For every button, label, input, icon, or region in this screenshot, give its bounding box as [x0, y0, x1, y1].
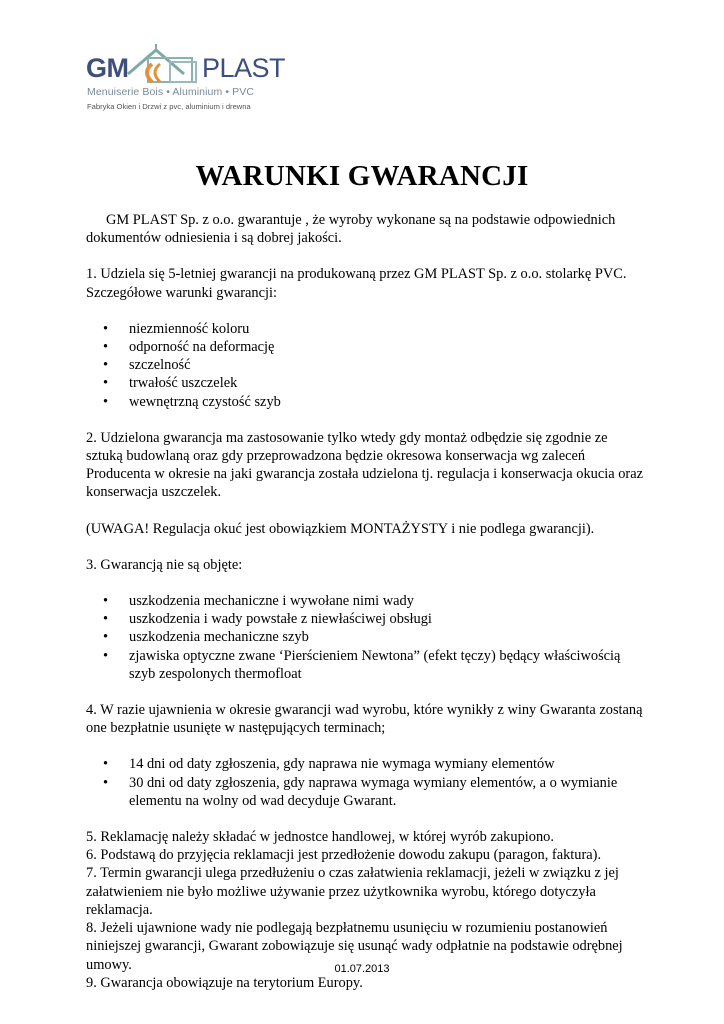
list-item: • trwałość uszczelek [86, 374, 646, 392]
point-8: 8. Jeżeli ujawnione wady nie podlegają bezpłatnemu usunięciu w rozumieniu postanowień niniejszej gwarancji, Gwarant zobowiązuje się usunąć wady odpłatnie na podstawie odrębnej umowy. [86, 920, 623, 973]
point-9: 9. Gwarancja obowiązuje na terytorium Europy. [86, 974, 363, 991]
section-3-text: 3. Gwarancją nie są objęte: [86, 556, 243, 573]
point-7: 7. Termin gwarancji ulega przedłużeniu o czas załatwienia reklamacji, jeżeli w związku z jej załatwieniem nie było możliwe używanie przez użytkownika wyrobu, którego dotyczyła reklamacja. [86, 865, 619, 918]
point-6: 6. Podstawą do przyjęcia reklamacji jest przedłożenie dowodu zakupu (paragon, faktura). [86, 847, 602, 864]
page-title: WARUNKI GWARANCJI [195, 160, 529, 192]
list-item: • 14 dni od daty zgłoszenia, gdy naprawa nie wymaga wymiany elementów [86, 755, 646, 773]
logo-plast-text: PLAST [202, 53, 286, 83]
list-item: • szczelność [86, 356, 646, 374]
logo-tagline: Menuiserie Bois • Aluminium • PVC [87, 86, 255, 98]
point-5: 5. Reklamację należy składać w jednostce handlowej, w której wyrób zakupiono. [86, 829, 554, 846]
list-item: • zjawiska optyczne zwane ‘Pierścieniem Newtona” (efekt tęczy) będący właściwością szyb zespolonych thermofloat [86, 647, 646, 683]
section-1-text: 1. Udziela się 5-letniej gwarancji na produkowaną przez GM PLAST Sp. z o.o. stolarkę PVC. Szczegółowe warunki gwarancji: [86, 266, 627, 301]
logo-gm-text: GM [86, 53, 129, 83]
list-item: • uszkodzenia mechaniczne i wywołane nimi wady [86, 592, 646, 610]
section-4-list [86, 755, 646, 810]
list-item: • niezmienność koloru [86, 320, 646, 338]
logo-subtagline: Fabryka Okien i Drzwi z pvc, aluminium i drewna [87, 102, 251, 111]
list-item: • 30 dni od daty zgłoszenia, gdy naprawa wymaga wymiany elementów, a o wymianie elementu na wolny od wad decyduje Gwarant. [86, 774, 646, 810]
document-body [86, 211, 646, 992]
list-item: • odporność na deformację [86, 338, 646, 356]
section-2-text: 2. Udzielona gwarancja ma zastosowanie tylko wtedy gdy montaż odbędzie się zgodnie ze sztuką budowlaną oraz gdy przeprowadzona będzie okresowa konserwacja wg zaleceń Producenta w okresie na jaki gwarancja została udzielona tj. regulacja i konserwacja okucia oraz konserwacja uszczelek. [86, 429, 643, 501]
list-item: • wewnętrzną czystość szyb [86, 393, 646, 411]
company-logo [86, 42, 286, 118]
footer-date: 01.07.2013 [334, 963, 390, 975]
section-3-list [86, 592, 646, 683]
intro-paragraph: GM PLAST Sp. z o.o. gwarantuje , że wyroby wykonane są na podstawie odpowiednich dokumentów odniesienia i są dobrej jakości. [86, 212, 616, 247]
list-item: • uszkodzenia mechaniczne szyb [86, 628, 646, 646]
warning-text: (UWAGA! Regulacja okuć jest obowiązkiem MONTAŻYSTY i nie podlega gwarancji). [86, 520, 595, 537]
section-1-list [86, 320, 646, 411]
section-4-text: 4. W razie ujawnienia w okresie gwarancji wad wyrobu, które wynikły z winy Gwaranta zostaną one bezpłatnie usunięte w następujących terminach; [86, 702, 643, 737]
list-item: • uszkodzenia i wady powstałe z niewłaściwej obsługi [86, 610, 646, 628]
